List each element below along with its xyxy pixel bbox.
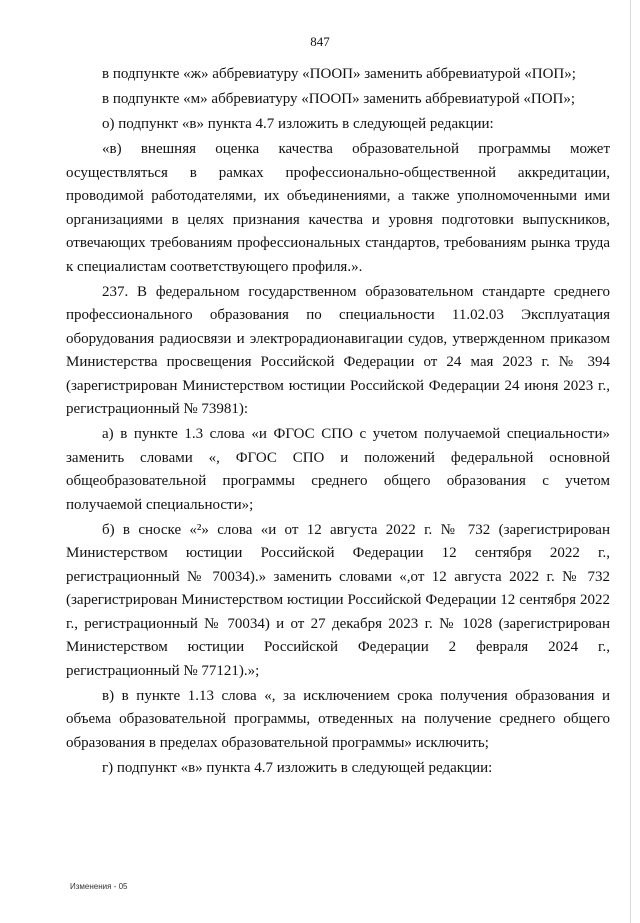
paragraph-o-subitem: о) подпункт «в» пункта 4.7 изложить в следующей редакции: [102, 116, 494, 132]
paragraph-m-subitem: в подпункте «м» аббревиатуру «ПООП» заменить аббревиатурой «ПОП»; [102, 91, 576, 107]
paragraph-b-item: б) в сноске «²» слова «и от 12 августа 2022 г. № 732 (зарегистрирован Министерством юстиции Российской Федерации 12 сентября 2022 г., регистрационный № 70034).» заменить словами «,от 12 августа 2022 г. № 732 (зарегистрирован Министерством юстиции Российской Федерации 12 сентября 2022 г., регистрационный № 70034) и от 27 декабря 2023 г. № 1028 (зарегистрирован Министерством юстиции Российской Федерации 2 февраля 2024 г., регистрационный № 77121).»; [66, 521, 610, 679]
paragraph-g-item: г) подпункт «в» пункта 4.7 изложить в следующей редакции: [102, 759, 493, 776]
paragraph-zh-subitem: в подпункте «ж» аббревиатуру «ПООП» заменить аббревиатурой «ПОП»; [102, 66, 576, 82]
paragraph-a-item: а) в пункте 1.3 слова «и ФГОС СПО с учетом получаемой специальности» заменить словами «, ФГОС СПО и положений федеральной основной общеобразовательной программы среднего общего образования с учетом получаемой специальности»; [66, 426, 610, 513]
document-body [66, 63, 610, 782]
footer-revision-label: Изменения - 05 [70, 882, 128, 891]
page-edge-line [630, 0, 631, 923]
paragraph-v-quote: «в) внешняя оценка качества образовательной программы может осуществляться в рамках профессионально-общественной аккредитации, проводимой работодателями, их объединениями, а также уполномоченными ими организациями в целях признания качества и уровня подготовки выпускников, отвечающих требованиям профессиональных стандартов, требованиям рынка труда к специалистам соответствующего профиля.». [66, 141, 610, 275]
paragraph-v-item: в) в пункте 1.13 слова «, за исключением срока получения образования и объема образовательной программы, отведенных на получение среднего общего образования в пределах образовательной программы» исключить; [66, 687, 610, 751]
page-number: 847 [310, 34, 330, 49]
paragraph-237: 237. В федеральном государственном образовательном стандарте среднего профессионального образования по специальности 11.02.03 Эксплуатация оборудования радиосвязи и электрорадионавигации судов, утвержденном приказом Министерства просвещения Российской Федерации от 24 мая 2023 г. № 394 (зарегистрирован Министерством юстиции Российской Федерации 24 июня 2023 г., регистрационный № 73981): [66, 283, 610, 417]
